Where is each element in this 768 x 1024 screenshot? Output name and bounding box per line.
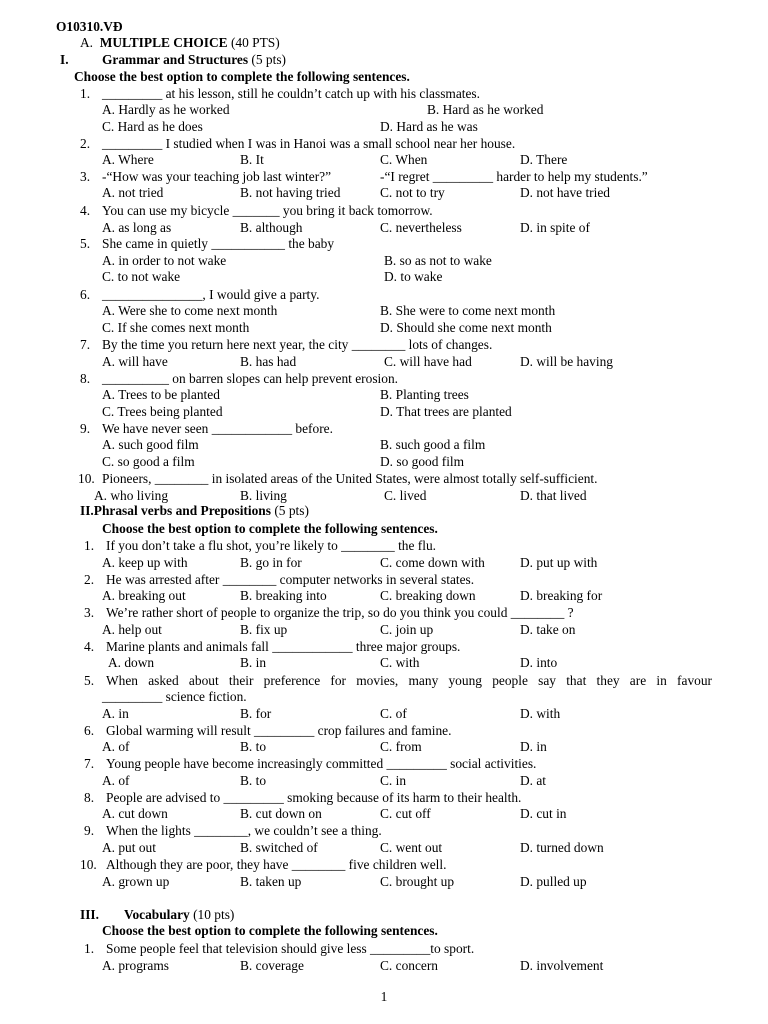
answer-option-c[interactable]: C. Trees being planted — [102, 404, 223, 419]
part2-instruction: Choose the best option to complete the following sentences. — [102, 521, 438, 536]
answer-option-a[interactable]: A. will have — [102, 354, 168, 369]
question-number: 1. — [84, 538, 95, 553]
answer-option-d[interactable]: D. take on — [520, 622, 576, 637]
question-number: 9. — [84, 823, 95, 838]
answer-option-d[interactable]: D. cut in — [520, 806, 567, 821]
answer-option-b[interactable]: B. Hard as he worked — [427, 102, 544, 117]
answer-option-c[interactable]: C. not to try — [380, 185, 445, 200]
answer-option-b[interactable]: B. to — [240, 773, 267, 788]
answer-option-d[interactable]: D. so good film — [380, 454, 465, 469]
question-text: When asked about their preference for movies, many young people say that they are in favour — [106, 673, 712, 688]
answer-option-b[interactable]: B. Planting trees — [380, 387, 469, 402]
answer-option-a[interactable]: A. put out — [102, 840, 156, 855]
answer-option-a[interactable]: A. keep up with — [102, 555, 188, 570]
answer-option-b[interactable]: B. It — [240, 152, 264, 167]
question-number: 8. — [80, 371, 91, 386]
answer-option-b[interactable]: B. such good a film — [380, 437, 486, 452]
answer-option-b[interactable]: B. She were to come next month — [380, 303, 556, 318]
answer-option-b[interactable]: B. cut down on — [240, 806, 322, 821]
answer-option-d[interactable]: D. in spite of — [520, 220, 590, 235]
answer-option-d[interactable]: D. at — [520, 773, 547, 788]
section-a-title: MULTIPLE CHOICE — [99, 35, 228, 50]
answer-option-c[interactable]: C. from — [380, 739, 422, 754]
question-text: _________ I studied when I was in Hanoi was a small school near her house. — [102, 136, 516, 151]
answer-option-c[interactable]: C. to not wake — [102, 269, 181, 284]
answer-option-d[interactable]: D. in — [520, 739, 547, 754]
answer-option-d[interactable]: D. turned down — [520, 840, 604, 855]
question-text-continued: -“I regret _________ harder to help my students.” — [380, 169, 648, 184]
answer-option-b[interactable]: B. living — [240, 488, 287, 503]
answer-option-a[interactable]: A. Trees to be planted — [102, 387, 220, 402]
part3-pts: (10 pts) — [193, 907, 235, 922]
part3-title: Vocabulary — [124, 907, 190, 922]
question-number: 6. — [80, 287, 91, 302]
answer-option-c[interactable]: C. will have had — [384, 354, 472, 369]
question-text: Young people have become increasingly committed _________ social activities. — [106, 756, 537, 771]
answer-option-d[interactable]: D. put up with — [520, 555, 598, 570]
answer-option-c[interactable]: C. Hard as he does — [102, 119, 203, 134]
question-text: Marine plants and animals fall ____________ three major groups. — [106, 639, 461, 654]
part1-title: Grammar and Structures — [102, 52, 249, 67]
answer-option-b[interactable]: B. in — [240, 655, 267, 670]
answer-option-b[interactable]: B. breaking into — [240, 588, 327, 603]
answer-option-c[interactable]: C. brought up — [380, 874, 455, 889]
question-number: 5. — [80, 236, 91, 251]
question-number: 9. — [80, 421, 91, 436]
answer-option-a[interactable]: A. grown up — [102, 874, 170, 889]
answer-option-d[interactable]: D. with — [520, 706, 561, 721]
question-text: _______________, I would give a party. — [102, 287, 320, 302]
answer-option-c[interactable]: C. concern — [380, 958, 439, 973]
question-text: Pioneers, ________ in isolated areas of the United States, were almost totally self-sufficient. — [102, 471, 598, 486]
answer-option-d[interactable]: D. pulled up — [520, 874, 587, 889]
question-text: We have never seen ____________ before. — [102, 421, 333, 436]
answer-option-c[interactable]: C. in — [380, 773, 407, 788]
answer-option-b[interactable]: B. has had — [240, 354, 297, 369]
part3-roman: III. — [80, 907, 99, 922]
part1-roman: I. — [60, 52, 69, 67]
part2-pts: (5 pts) — [274, 503, 309, 518]
question-number: 8. — [84, 790, 95, 805]
answer-option-b[interactable]: B. to — [240, 739, 267, 754]
question-number: 7. — [84, 756, 95, 771]
section-a-pts: (40 PTS) — [230, 35, 280, 50]
answer-option-a[interactable]: A. such good film — [102, 437, 199, 452]
answer-option-c[interactable]: C. of — [380, 706, 407, 721]
question-text: She came in quietly ___________ the baby — [102, 236, 335, 251]
question-text: We’re rather short of people to organize the trip, so do you think you could ________ ? — [106, 605, 574, 620]
answer-option-d[interactable]: D. into — [520, 655, 558, 670]
answer-option-b[interactable]: B. taken up — [240, 874, 302, 889]
answer-option-a[interactable]: A. of — [102, 773, 130, 788]
question-number: 4. — [84, 639, 95, 654]
question-number: 4. — [80, 203, 91, 218]
section-a-heading — [80, 35, 280, 51]
answer-option-a[interactable]: A. Were she to come next month — [102, 303, 278, 318]
answer-option-c[interactable]: C. went out — [380, 840, 443, 855]
answer-option-b[interactable]: B. so as not to wake — [384, 253, 492, 268]
answer-option-a[interactable]: A. cut down — [102, 806, 168, 821]
question-number: 10. — [80, 857, 97, 872]
part1-instruction: Choose the best option to complete the following sentences. — [74, 69, 410, 84]
part1-heading — [102, 52, 286, 68]
part2-title: II.Phrasal verbs and Prepositions — [80, 503, 271, 518]
answer-option-c[interactable]: C. cut off — [380, 806, 431, 821]
answer-option-c[interactable]: C. nevertheless — [380, 220, 462, 235]
question-text: By the time you return here next year, the city ________ lots of changes. — [102, 337, 493, 352]
part2-heading — [80, 503, 309, 519]
answer-option-c[interactable]: C. come down with — [380, 555, 485, 570]
answer-option-b[interactable]: B. go in for — [240, 555, 302, 570]
section-a-letter: A. — [80, 35, 94, 50]
part3-instruction: Choose the best option to complete the following sentences. — [102, 923, 438, 938]
answer-option-b[interactable]: B. switched of — [240, 840, 318, 855]
answer-option-d[interactable]: D. not have tried — [520, 185, 610, 200]
answer-option-a[interactable]: A. in order to not wake — [102, 253, 227, 268]
document-code: O10310.VĐ — [56, 19, 123, 34]
question-text: Some people feel that television should give less _________to sport. — [106, 941, 475, 956]
question-text: _________ at his lesson, still he couldn’t catch up with his classmates. — [102, 86, 480, 101]
answer-option-d[interactable]: D. will be having — [520, 354, 613, 369]
question-number: 2. — [84, 572, 95, 587]
answer-option-d[interactable]: D. to wake — [384, 269, 443, 284]
answer-option-a[interactable]: A. breaking out — [102, 588, 186, 603]
question-number: 1. — [84, 941, 95, 956]
answer-option-a[interactable]: A. as long as — [102, 220, 172, 235]
answer-option-c[interactable]: C. join up — [380, 622, 434, 637]
question-text: If you don’t take a flu shot, you’re likely to ________ the flu. — [106, 538, 436, 553]
answer-option-c[interactable]: C. If she comes next month — [102, 320, 250, 335]
answer-option-a[interactable]: A. Where — [102, 152, 154, 167]
answer-option-d[interactable]: D. breaking for — [520, 588, 603, 603]
answer-option-b[interactable]: B. coverage — [240, 958, 304, 973]
question-number: 2. — [80, 136, 91, 151]
question-text: -“How was your teaching job last winter?” — [102, 169, 332, 184]
question-number: 5. — [84, 673, 95, 688]
answer-option-a[interactable]: A. help out — [102, 622, 162, 637]
answer-option-a[interactable]: A. of — [102, 739, 130, 754]
question-text: People are advised to _________ smoking because of its harm to their health. — [106, 790, 522, 805]
answer-option-b[interactable]: B. although — [240, 220, 303, 235]
question-text: Global warming will result _________ crop failures and famine. — [106, 723, 452, 738]
answer-option-b[interactable]: B. not having tried — [240, 185, 341, 200]
answer-option-d[interactable]: D. Should she come next month — [380, 320, 552, 335]
question-number: 3. — [80, 169, 91, 184]
answer-option-d[interactable]: D. That trees are planted — [380, 404, 512, 419]
question-text: When the lights ________, we couldn’t see a thing. — [106, 823, 382, 838]
answer-option-d[interactable]: D. There — [520, 152, 568, 167]
answer-option-b[interactable]: B. fix up — [240, 622, 288, 637]
answer-option-a[interactable]: A. down — [108, 655, 155, 670]
answer-option-a[interactable]: A. programs — [102, 958, 169, 973]
answer-option-a[interactable]: A. who living — [94, 488, 169, 503]
part1-pts: (5 pts) — [251, 52, 287, 67]
answer-option-c[interactable]: C. breaking down — [380, 588, 476, 603]
question-text: He was arrested after ________ computer networks in several states. — [106, 572, 475, 587]
question-text: __________ on barren slopes can help prevent erosion. — [102, 371, 399, 386]
question-text: Although they are poor, they have ________ five children well. — [106, 857, 447, 872]
question-text: You can use my bicycle _______ you bring it back tomorrow. — [102, 203, 433, 218]
question-number: 3. — [84, 605, 95, 620]
answer-option-d[interactable]: D. Hard as he was — [380, 119, 478, 134]
question-number: 10. — [78, 471, 95, 486]
answer-option-a[interactable]: A. not tried — [102, 185, 164, 200]
page-number: 1 — [380, 989, 388, 1004]
answer-option-a[interactable]: A. in — [102, 706, 129, 721]
question-number: 1. — [80, 86, 91, 101]
answer-option-c[interactable]: C. When — [380, 152, 428, 167]
question-number: 6. — [84, 723, 95, 738]
answer-option-c[interactable]: C. so good a film — [102, 454, 195, 469]
part3-heading — [124, 907, 234, 923]
answer-option-c[interactable]: C. lived — [384, 488, 427, 503]
question-number: 7. — [80, 337, 91, 352]
answer-option-a[interactable]: A. Hardly as he worked — [102, 102, 230, 117]
question-text-continued: _________ science fiction. — [102, 689, 247, 704]
answer-option-d[interactable]: D. involvement — [520, 958, 604, 973]
answer-option-d[interactable]: D. that lived — [520, 488, 587, 503]
answer-option-b[interactable]: B. for — [240, 706, 272, 721]
answer-option-c[interactable]: C. with — [380, 655, 420, 670]
